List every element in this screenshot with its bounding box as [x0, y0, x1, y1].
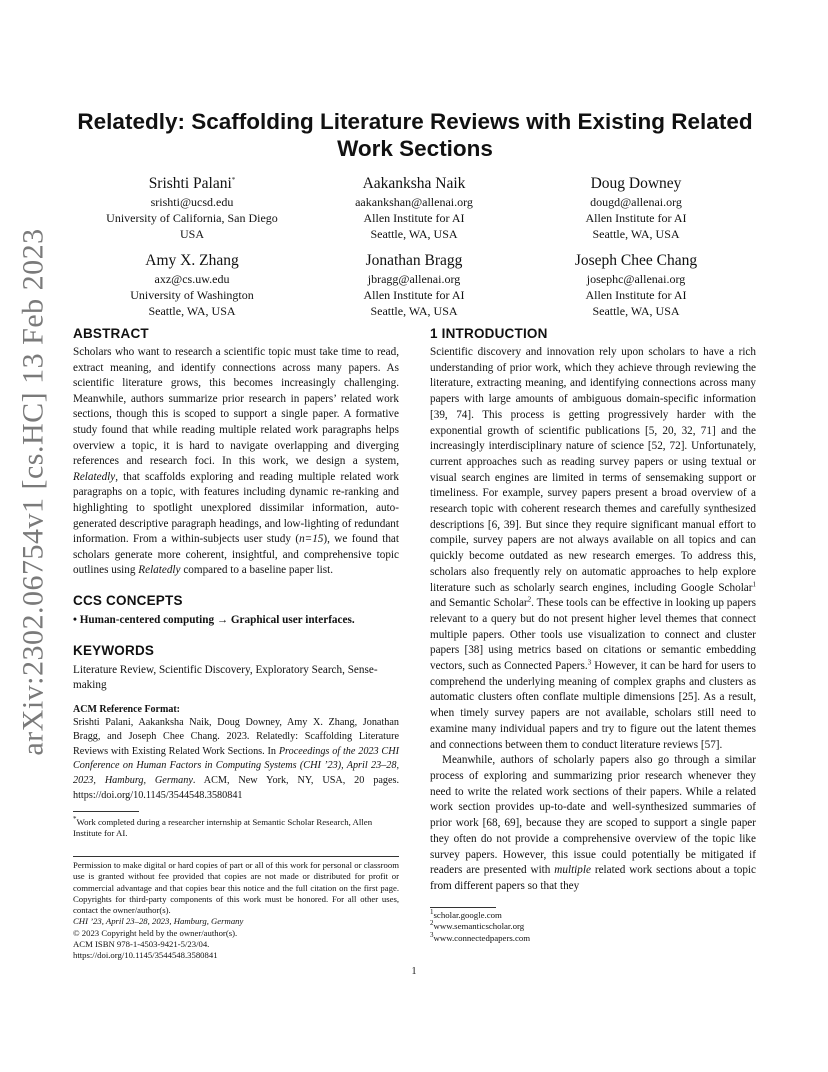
acm-reference-text: Srishti Palani, Aakanksha Naik, Doug Downey, Amy X. Zhang, Jonathan Bragg, and Joseph Chee Chang. 2023. Relatedly: Scaffolding Literature Reviews with Existing Related Work Sections. In Proceedings of the 2023 CHI Conference on Human Factors in Computing Systems (CHI ’23), April 23–28, 2023, Hamburg, Germany. ACM, New York, NY, USA, 20 pages. https://doi.org/10.1145/3544548.3580841: [73, 716, 399, 801]
keywords-text: Literature Review, Scientific Discovery, Exploratory Search, Sense-making: [73, 663, 378, 692]
author-affiliation: University of California, San Diego: [106, 211, 278, 225]
footnote-item: $^1$scholar.google.com: [430, 907, 502, 920]
author-block: [77, 174, 307, 242]
page-number: 1: [411, 966, 417, 977]
author-name: Srishti Palani: [148, 175, 232, 192]
arxiv-stamp: [17, 228, 51, 756]
footnote-mark: *: [73, 815, 77, 824]
author-name: Doug Downey: [590, 175, 682, 192]
introduction-heading: 1 INTRODUCTION: [430, 326, 548, 341]
author-affiliation: Allen Institute for AI: [585, 288, 687, 302]
emphasis-multiple: multiple: [554, 864, 591, 877]
footnote-ref[interactable]: 3: [587, 658, 592, 667]
author-name: Amy X. Zhang: [145, 252, 239, 269]
author-footnote-mark: *: [231, 175, 236, 184]
author-name: Joseph Chee Chang: [574, 252, 698, 269]
footnote-divider: [430, 907, 496, 908]
author-affiliation: Allen Institute for AI: [585, 211, 687, 225]
permission-divider: [73, 856, 399, 857]
author-location: Seattle, WA, USA: [370, 227, 458, 241]
author-block: [299, 251, 529, 319]
footnote-item: $^2$www.semanticscholar.org: [430, 919, 525, 932]
doi-link[interactable]: https://doi.org/10.1145/3544548.3580841: [73, 950, 218, 961]
author-email: dougd@allenai.org: [590, 195, 682, 209]
system-name: Relatedly: [138, 564, 181, 577]
footnote-link[interactable]: www.connectedpapers.com: [433, 932, 531, 943]
footnote-link[interactable]: scholar.google.com: [433, 909, 502, 920]
permission-venue: CHI ’23, April 23–28, 2023, Hamburg, Germany: [73, 916, 244, 927]
footnote-link[interactable]: www.semanticscholar.org: [433, 921, 525, 932]
author-email: axz@cs.uw.edu: [154, 272, 230, 286]
author-email: aakankshan@allenai.org: [355, 195, 473, 209]
author-email: josephc@allenai.org: [586, 272, 686, 286]
intro-paragraph-2: Meanwhile, authors of scholarly papers also go through a similar process of exploring and summarizing prior research whenever they need to write the related work sections of their papers. While a related work section provides up-to-date and well-synthesized summaries of prior work [68, 69], because they are scoped to support a single paper they often do not provide a comprehensive overview of the topic like survey papers. However, this issue could potentially be mitigated if readers are presented with multiple related work sections about a topic from different papers so that they: [430, 754, 756, 892]
author-email: srishti@ucsd.edu: [150, 195, 234, 209]
footnotes: [430, 907, 756, 945]
isbn-text: ACM ISBN 978-1-4503-9421-5/23/04.: [73, 939, 210, 950]
right-column: [430, 326, 756, 944]
keywords-heading: KEYWORDS: [73, 642, 155, 658]
paper-title: Relatedly: Scaffolding Literature Reviews with Existing Related Work Sections: [77, 109, 753, 161]
participant-count: n=15: [299, 533, 324, 546]
copyright-text: © 2023 Copyright held by the owner/author(s).: [73, 927, 238, 938]
author-location: Seattle, WA, USA: [370, 304, 458, 318]
author-block: [521, 251, 751, 319]
author-location: Seattle, WA, USA: [148, 304, 236, 318]
permission-text: Permission to make digital or hard copies of part or all of this work for personal or classroom use is granted without fee provided that copies are not made or distributed for profit or commercial advantage and that copies bear this notice and the full citation on the first page. Copyrights for third-party components of this work must be honored. For all other uses, contact the owner/author(s).: [73, 860, 399, 916]
intro-paragraph-1: Scientific discovery and innovation rely upon scholars to have a rich understanding of prior work, which they achieve through reviewing the literature, extracting meaning, and identifying connections across many papers with large amounts of ambiguous domain-specific information [39, 74]. This process is getting progressively harder with the exponential growth of scientific publications [5, 20, 32, 71] and the increasingly interdisciplinary nature of science [52, 72]. Unfortunately, current approaches such as reading survey papers or using textual or visual search engines are limited in terms of sensemaking support or timeliness. For example, survey papers present a broad overview of a research topic with coherent research themes and carefully synthesized descriptions [6, 39]. But since they require significant manual effort to compile, survey papers are not always available on all topics and can quickly become outdated as new research emerges. To address this, scholars also frequently rely on automatic approaches to help explore literature such as scholarly search engines, including Google Scholar$^1$ and Semantic Scholar$^2$. These tools can be effective in looking up papers relevant to a query but do not present higher level themes that connect multiple papers. Other tools use visualization to connect and cluster papers [38] using metrics based on citations or semantic embedding vectors, such as Connected Papers.$^3$ However, it can be hard for users to comprehend the underlying meaning of complex graphs and clusters as automatic clusters often conflate multiple dimensions [25]. As a result, when timely survey papers are not available, scholars still need to examine many individual papers and try to figure out the latent themes and connections between them to conduct literature reviews [57].: [430, 346, 757, 751]
author-block: [299, 174, 529, 242]
footnote-divider: [73, 811, 139, 812]
ccs-text: • Human-centered computing → Graphical user interfaces.: [73, 613, 355, 626]
left-column: [73, 326, 399, 839]
author-affiliation: University of Washington: [130, 288, 254, 302]
author-block: [77, 251, 307, 319]
author-name: Aakanksha Naik: [362, 175, 466, 192]
author-affiliation: Allen Institute for AI: [363, 288, 465, 302]
author-location: Seattle, WA, USA: [592, 304, 680, 318]
ccs-heading: CCS CONCEPTS: [73, 592, 183, 608]
footnote-ref[interactable]: 1: [752, 579, 756, 588]
acm-reference-venue: Proceedings of the 2023 CHI Conference on Human Factors in Computing Systems (CHI ’23), April 23–28, 2023, Hamburg, Germany: [73, 745, 399, 787]
system-name: Relatedly: [73, 470, 116, 483]
author-location: Seattle, WA, USA: [592, 227, 680, 241]
author-name: Jonathan Bragg: [365, 252, 463, 269]
author-block: [521, 174, 751, 242]
author-affiliation: Allen Institute for AI: [363, 211, 465, 225]
acm-reference-heading: ACM Reference Format:: [73, 703, 180, 715]
footnote-item: $^3$www.connectedpapers.com: [430, 930, 531, 943]
abstract-text: Scholars who want to research a scientific topic must take time to read, extract meaning, and identify connections across many papers. As scientific literature grows, this becomes increasingly challenging. Meanwhile, authors summarize prior research in papers’ related work sections, though this is scoped to support a single paper. A formative study found that while reading multiple related work paragraphs helps overview a topic, it is hard to navigate overlapping and diverging references and research foci. In this work, we design a system, Relatedly, that scaffolds exploring and reading multiple related work paragraphs on a topic, with features including dynamic re-ranking and highlighting to spotlight unexplored dissimilar information, auto-generated descriptive paragraph headings, and low-lighting of redundant information. From a within-subjects user study (n=15), we found that scholars generate more coherent, insightful, and comprehensive topic outlines using Relatedly compared to a baseline paper list.: [73, 346, 399, 577]
author-email: jbragg@allenai.org: [367, 272, 461, 286]
footnote-ref[interactable]: 2: [527, 595, 532, 604]
arxiv-stamp-text: arXiv:2302.06754v1 [cs.HC] 13 Feb 2023: [17, 228, 51, 756]
author-location: USA: [179, 227, 204, 241]
author-footnote: *Work completed during a researcher internship at Semantic Scholar Research, Allen Institute for AI.: [73, 815, 373, 839]
abstract-heading: ABSTRACT: [73, 326, 149, 341]
permission-block: [73, 856, 399, 962]
